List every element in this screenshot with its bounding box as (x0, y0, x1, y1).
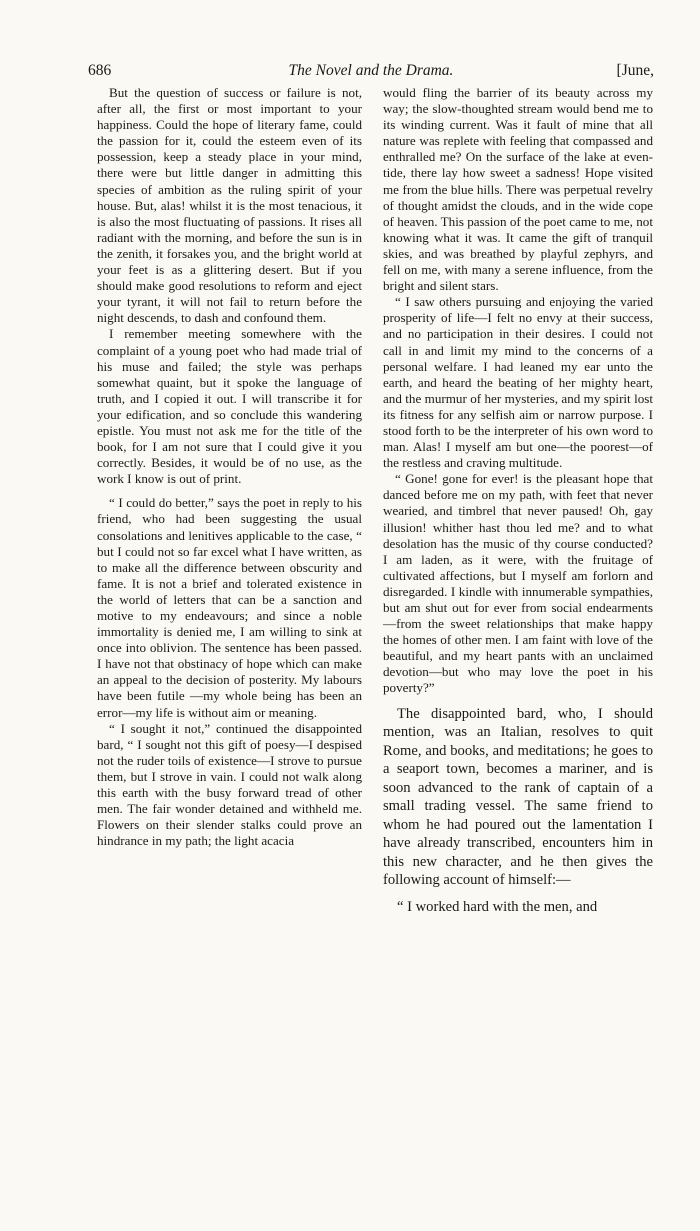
paragraph: But the question of success or failure is not, after all, the first or most important to your happiness. Could the hope of literary fame, could the passion for it, could the esteem even of its possession, keep a steady place in your mind, there were but little danger in admitting this species of ambition as the ruling spirit of your house. But, alas! whilst it is the most tenacious, it is also the most fluctuating of passions. It rises all radiant with the morning, and before the sun is in the zenith, it forsakes you, and the bright world at your feet is as a glittering desert. But if you should make good resolutions to reform and eject your tyrant, it will not fail to return before the night descends, to dash and confound them. (97, 85, 362, 326)
paragraph: “ I worked hard with the men, and (397, 898, 598, 915)
paragraph: “ I could do better,” says the poet in reply to his friend, who had been suggesting the usual consolations and lenitives applicable to the case, “ but I could not so far excel what I have written, as to make all the difference between obscurity and fame. It is not a brief and tolerated existence in the world of letters that can be a sanction and motive to my endeavours; and since a noble immortality is denied me, I am willing to sink at once into oblivion. The sentence has been passed. I have not that obstinacy of hope which can make an appeal to the decision of posterity. My labours have been futile —my whole being has been an error—my life is without aim or meaning. (97, 495, 362, 720)
paragraph: would fling the barrier of its beauty across my way; the slow-thoughted stream would bend me to its winding current. Was it fault of mine that all nature was replete with feeling that compassed and enthralled me? On the surface of the lake at even-tide, there lay how sweet a sadness! Hope visited me from the blue hills. There was perpetual revelry of thought amidst the clouds, and in the wide cope of heaven. This passion of the poet came to me, not knowing what it was. It came the gift of tranquil skies, and was breathed by playful zephyrs, and fell on me, with many a serene influence, from the bright and silent stars. (383, 85, 653, 294)
running-header (88, 62, 654, 82)
paragraph: The disappointed bard, who, I should mention, was an Italian, resolves to quit Rome, and books, and meditations; he goes to a seaport town, becomes a mariner, and is soon advanced to the rank of captain of a small trading vessel. The same friend to whom he had poured out the lamentation I have already transcribed, encounters him in this new character, and he then gives the following account of himself:— (383, 705, 653, 889)
paragraph: “ Gone! gone for ever! is the pleasant hope that danced before me on my path, with feet that never wearied, and timbrel that never paused! Oh, gay illusion! whither hast thou led me? and to what desolation has the music of thy course conducted? I am laden, as it were, with the fruitage of cultivated affections, but I myself am forlorn and disregarded. I kindle with innumerable sympathies, but am shut out for ever from social endearments—from the sweet relationships that make happy the homes of other men. I am faint with love of the beautiful, and my heart pants with an unclaimed devotion—but who may love the poet in his poverty?” (383, 471, 653, 696)
page-number: 686 (88, 62, 112, 79)
paragraph: “ I sought it not,” continued the disappointed bard, “ I sought not this gift of poesy—I despised not the ruder toils of existence—I strove to pursue them, but I strove in vain. I could not walk along this earth with the busy forward tread of other men. The fair wonder detained and withheld me. Flowers on their slender stalks could prove an hindrance in my path; the light acacia (97, 720, 362, 849)
left-column (97, 85, 362, 849)
paragraph: “ I saw others pursuing and enjoying the varied prosperity of life—I felt no envy at their success, and no participation in their desires. I could not call in and limit my mind to the concerns of a personal welfare. I had leaned my ear unto the earth, and heard the beating of her mighty heart, and the murmur of her mysteries, and my spirit lost its fitness for any selfish aim or narrow purpose. I stood forth to be the interpreter of his own word to man. Alas! I myself am but one—the poorest—of the restless and craving multitude. (383, 294, 653, 471)
right-column (383, 85, 653, 916)
running-title: The Novel and the Drama. (288, 62, 454, 79)
issue-month: [June, (616, 62, 654, 79)
paragraph: I remember meeting somewhere with the complaint of a young poet who had made trial of his muse and failed; the style was perhaps somewhat quaint, but it spoke the language of truth, and I copied it out. I will transcribe it for your edification, and so conclude this wandering epistle. You must not ask me for the title of the book, for I am not sure that I could give it you correctly. Besides, it would be of no use, as the work I know is out of print. (97, 326, 362, 487)
